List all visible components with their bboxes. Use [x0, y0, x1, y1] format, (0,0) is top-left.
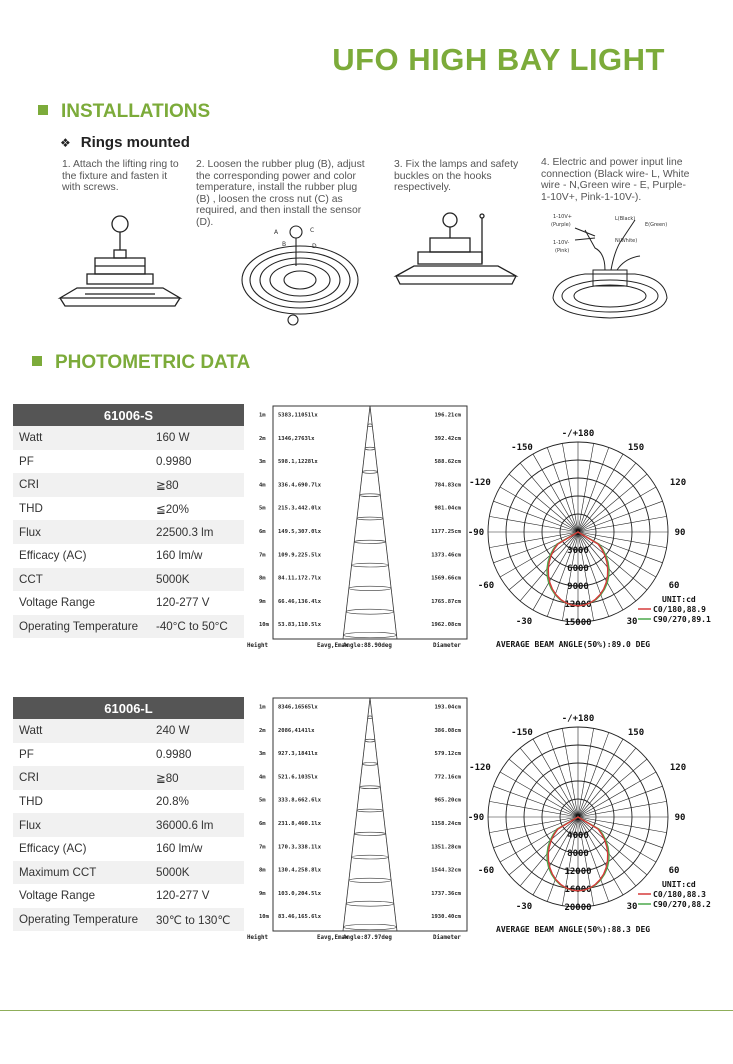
polar-legend-c0: C0/180,88.3	[653, 890, 706, 899]
cone-lux-label: 170.3,338.1lx	[278, 844, 322, 851]
cone-ring	[349, 586, 391, 590]
wire-label-pink-v: 1-10V-	[553, 240, 570, 246]
spec-row	[13, 426, 244, 450]
spec-row	[13, 743, 244, 767]
cone-lux-label: 53.83,110.5lx	[278, 622, 322, 629]
spec-value: 5000K	[150, 861, 244, 885]
install-step-3: 3. Fix the lamps and safety buckles on the hooks respectively.	[394, 159, 519, 194]
cone-height-label: 8m	[259, 575, 266, 582]
cone-diameter-label: 392.42cm	[434, 435, 461, 442]
spec-value: 120-277 V	[156, 889, 210, 903]
cone-height-label: 1m	[259, 412, 266, 419]
wire-label-white: N(White)	[615, 238, 638, 244]
polar-beam-angle: AVERAGE BEAM ANGLE(50%):89.0 DEG	[496, 640, 651, 649]
cone-diameter-label: 196.21cm	[434, 412, 461, 419]
cone-footer-height: Height	[247, 935, 268, 941]
cone-ring	[368, 424, 372, 427]
spec-label: Watt	[13, 719, 150, 743]
spec-value: 30℃ to 130℃	[150, 908, 244, 932]
polar-radial-label: 16000	[564, 885, 592, 895]
cone-edge-left	[343, 698, 370, 931]
cone-lux-label: 109.9,225.5lx	[278, 552, 322, 559]
cone-height-label: 5m	[259, 797, 266, 804]
cone-diameter-label: 1351.28cm	[431, 844, 461, 851]
polar-angle-label: 90	[674, 813, 686, 823]
cone-ring	[352, 855, 389, 859]
polar-angle-label: -60	[477, 866, 495, 876]
cone-height-label: 4m	[259, 482, 266, 489]
cone-height-label: 10m	[259, 622, 269, 629]
cone-diameter-label: 1158.24cm	[431, 820, 461, 827]
cone-diameter-label: 193.04cm	[434, 704, 461, 711]
spec-row	[13, 473, 244, 497]
cone-ring	[362, 471, 377, 474]
spec-value: 160 lm/w	[156, 842, 203, 856]
cone-height-label: 7m	[259, 552, 266, 559]
cone-ring	[354, 540, 385, 543]
polar-angle-label: 90	[674, 528, 686, 538]
cone-lux-label: 149.5,307.0lx	[278, 528, 322, 535]
polar-diagram-61006-l	[467, 708, 720, 938]
cone-diameter-label: 772.16cm	[434, 774, 461, 781]
polar-angle-label: -90	[467, 528, 485, 538]
spec-row	[13, 837, 244, 861]
cone-ring	[365, 739, 375, 742]
polar-radial-label: 0	[575, 813, 581, 823]
polar-legend-c0: C0/180,88.9	[653, 605, 706, 614]
spec-label: Voltage Range	[19, 596, 96, 610]
cone-height-label: 4m	[259, 774, 266, 781]
diamond-bullet-icon: ❖	[60, 136, 71, 150]
spec-value: 20.8%	[156, 795, 189, 809]
installations-heading	[38, 101, 210, 123]
spec-label: Maximum CCT	[13, 861, 150, 885]
cone-diameter-label: 965.20cm	[434, 797, 461, 804]
part-label-b: B	[282, 241, 287, 248]
cone-lux-label: 1346,2763lx	[278, 435, 315, 442]
polar-radial-label: 12000	[564, 867, 592, 877]
polar-radial-label: 8000	[567, 849, 589, 859]
cone-footer-diameter: Diameter	[433, 643, 461, 649]
spec-value: 0.9980	[156, 454, 192, 468]
cone-ring	[354, 832, 385, 835]
polar-radial-label: 0	[575, 528, 581, 538]
lifting-ring-illustration	[55, 210, 185, 320]
cone-height-label: 5m	[259, 505, 266, 512]
cone-diameter-label: 784.83cm	[434, 482, 461, 489]
spec-value: 22500.3 lm	[150, 520, 244, 544]
cone-ring	[360, 786, 381, 789]
polar-angle-top: -/+180	[561, 429, 595, 439]
cone-lux-label: 66.46,136.4lx	[278, 598, 322, 605]
spec-label: THD	[19, 795, 43, 809]
cone-lux-label: 333.8,662.6lx	[278, 797, 322, 804]
cone-edge-left	[343, 406, 370, 639]
polar-angle-label: -30	[515, 902, 533, 912]
cone-height-label: 3m	[259, 751, 266, 758]
polar-angle-label: 30	[626, 617, 638, 627]
cone-footer-angle: Angle:88.90deg	[343, 643, 392, 649]
spec-table-61006-l	[13, 697, 244, 931]
polar-angle-label: 60	[668, 581, 680, 591]
wire-label-black: L(Black)	[615, 216, 636, 222]
wire-label-pink: (Pink)	[555, 248, 570, 254]
cone-ring	[346, 901, 394, 906]
wire-label-purple: (Purple)	[551, 222, 571, 228]
cone-edge-right	[370, 698, 397, 931]
cone-ring	[346, 609, 394, 614]
polar-diagram-61006-s	[467, 423, 720, 653]
polar-unit: UNIT:cd	[662, 880, 696, 889]
cone-diameter-label: 386.08cm	[434, 727, 461, 734]
cone-diameter-label: 1765.87cm	[431, 598, 461, 605]
square-bullet-icon	[32, 356, 42, 366]
spec-value: ≧80	[150, 766, 244, 790]
cone-height-label: 1m	[259, 704, 266, 711]
cone-height-label: 6m	[259, 820, 266, 827]
polar-angle-label: -150	[511, 443, 533, 453]
cone-ring	[349, 878, 391, 882]
cone-lux-label: 231.8,460.1lx	[278, 820, 322, 827]
cone-diameter-label: 1962.08cm	[431, 622, 461, 629]
spec-table-model: 61006-S	[13, 404, 244, 426]
cone-lux-label: 8346,16565lx	[278, 704, 318, 711]
wiring-illustration	[545, 208, 675, 326]
spec-label: Watt	[13, 426, 150, 450]
cone-footer-lux: Eavg,Emax	[317, 935, 349, 941]
polar-radial-label: 12000	[564, 600, 592, 610]
spec-row	[13, 813, 244, 837]
polar-angle-label: -120	[469, 478, 491, 488]
cone-height-label: 8m	[259, 867, 266, 874]
spec-row	[13, 497, 244, 521]
spec-row	[13, 861, 244, 885]
polar-angle-label: -30	[515, 617, 533, 627]
spec-label: CCT	[13, 568, 150, 592]
polar-radial-label: 15000	[564, 618, 592, 628]
cone-lux-label: 521.6,1035lx	[278, 774, 318, 781]
polar-angle-label: -150	[511, 728, 533, 738]
spec-row	[13, 568, 244, 592]
install-step-2: 2. Loosen the rubber plug (B), adjust the corresponding power and color temperature, install the rubber plug (B) , loosen the cross nut (C) as required, and then install the sensor (D).	[196, 159, 365, 228]
photometric-heading-text: PHOTOMETRIC DATA	[55, 352, 251, 373]
cone-height-label: 7m	[259, 844, 266, 851]
cone-lux-label: 215.3,442.0lx	[278, 505, 322, 512]
spec-label: Flux	[13, 813, 150, 837]
spec-value: -40°C to 50°C	[150, 615, 244, 639]
spec-row	[13, 615, 244, 639]
cone-lux-label: 927.3,1841lx	[278, 751, 318, 758]
spec-value: 36000.6 lm	[150, 813, 244, 837]
cone-height-label: 10m	[259, 914, 269, 921]
spec-label: Voltage Range	[19, 889, 96, 903]
spec-row	[13, 884, 244, 908]
illuminance-cone-61006-s	[245, 405, 470, 651]
cone-height-label: 9m	[259, 598, 266, 605]
photometric-heading	[32, 352, 250, 374]
cone-ring	[357, 517, 383, 520]
cone-diameter-label: 981.04cm	[434, 505, 461, 512]
polar-beam-angle: AVERAGE BEAM ANGLE(50%):88.3 DEG	[496, 925, 651, 934]
spec-row	[13, 450, 244, 474]
cone-ring	[368, 716, 372, 719]
footer-divider	[0, 1010, 733, 1011]
wire-label-green: E(Green)	[645, 222, 668, 228]
polar-angle-label: -90	[467, 813, 485, 823]
installations-heading-text: INSTALLATIONS	[61, 101, 211, 122]
cone-lux-label: 84.11,172.7lx	[278, 575, 322, 582]
hook-mount-illustration	[392, 208, 522, 298]
spec-label: Flux	[13, 520, 150, 544]
cone-ring	[365, 447, 375, 450]
polar-radial-label: 3000	[567, 546, 589, 556]
polar-angle-label: 150	[627, 443, 645, 453]
cone-ring	[357, 809, 383, 812]
cone-diameter-label: 1930.40cm	[431, 914, 461, 921]
square-bullet-icon	[38, 105, 48, 115]
spec-value: ≧80	[150, 473, 244, 497]
cone-lux-label: 83.46,165.6lx	[278, 914, 322, 921]
spec-value: 160 lm/w	[156, 549, 203, 563]
polar-angle-label: 60	[668, 866, 680, 876]
polar-angle-top: -/+180	[561, 714, 595, 724]
cone-lux-label: 598.1,1228lx	[278, 459, 318, 466]
polar-radial-label: 4000	[567, 831, 589, 841]
polar-legend-c90: C90/270,88.2	[653, 900, 711, 909]
spec-label: CRI	[13, 473, 150, 497]
rings-mounted-text: Rings mounted	[80, 134, 190, 151]
spec-table-61006-s	[13, 404, 244, 638]
cone-lux-label: 130.4,258.8lx	[278, 867, 322, 874]
polar-angle-label: -120	[469, 763, 491, 773]
cone-diameter-label: 588.62cm	[434, 459, 461, 466]
cone-diameter-label: 1569.66cm	[431, 575, 461, 582]
spec-label: CRI	[13, 766, 150, 790]
spec-row	[13, 908, 244, 932]
cone-diameter-label: 1177.25cm	[431, 528, 461, 535]
spec-row	[13, 719, 244, 743]
cone-height-label: 9m	[259, 890, 266, 897]
polar-unit: UNIT:cd	[662, 595, 696, 604]
spec-value: ≦20%	[156, 502, 189, 516]
polar-radial-label: 6000	[567, 564, 589, 574]
cone-diameter-label: 1373.46cm	[431, 552, 461, 559]
cone-lux-label: 5383,11051lx	[278, 412, 318, 419]
cone-footer-lux: Eavg,Emax	[317, 643, 349, 649]
part-label-d: D	[312, 243, 317, 250]
spec-label: PF	[19, 454, 34, 468]
part-label-c: C	[310, 227, 315, 234]
cone-diameter-label: 1544.32cm	[431, 867, 461, 874]
rubber-plug-illustration	[238, 218, 366, 328]
cone-height-label: 3m	[259, 459, 266, 466]
spec-row	[13, 766, 244, 790]
cone-height-label: 2m	[259, 435, 266, 442]
polar-radial-label: 9000	[567, 582, 589, 592]
rings-mounted-subheading	[60, 134, 190, 151]
cone-ring	[343, 632, 396, 638]
cone-footer-diameter: Diameter	[433, 935, 461, 941]
spec-value: 120-277 V	[156, 596, 210, 610]
polar-radial-label: 20000	[564, 903, 592, 913]
spec-label: THD	[19, 502, 43, 516]
wire-label-purple-v: 1-10V+	[553, 214, 572, 220]
cone-ring	[343, 924, 396, 930]
spec-value: 160 W	[150, 426, 244, 450]
polar-angle-label: -60	[477, 581, 495, 591]
cone-diameter-label: 579.12cm	[434, 751, 461, 758]
cone-footer-angle: Angle:87.97deg	[343, 935, 392, 941]
part-label-a: A	[274, 229, 279, 236]
spec-label: Efficacy (AC)	[19, 549, 87, 563]
polar-angle-label: 150	[627, 728, 645, 738]
spec-row	[13, 520, 244, 544]
cone-lux-label: 103.0,204.5lx	[278, 890, 322, 897]
cone-height-label: 2m	[259, 727, 266, 734]
polar-angle-label: 120	[669, 763, 687, 773]
cone-lux-label: 336.4,690.7lx	[278, 482, 322, 489]
spec-table-model: 61006-L	[13, 697, 244, 719]
install-step-4: 4. Electric and power input line connection (Black wire- L, White wire - N,Green wire - E, Purple-1-10V+, Pink-1-10V-).	[541, 157, 690, 203]
spec-label: Operating Temperature	[13, 615, 150, 639]
polar-legend-c90: C90/270,89.1	[653, 615, 711, 624]
cone-ring	[360, 494, 381, 497]
spec-row	[13, 591, 244, 615]
install-step-1: 1. Attach the lifting ring to the fixture and fasten it with screws.	[62, 159, 179, 194]
illuminance-cone-61006-l	[245, 697, 470, 943]
spec-label: PF	[19, 747, 34, 761]
spec-label: Efficacy (AC)	[19, 842, 87, 856]
spec-value: 5000K	[150, 568, 244, 592]
cone-footer-height: Height	[247, 643, 268, 649]
page-title: UFO HIGH BAY LIGHT	[332, 42, 665, 77]
spec-value: 0.9980	[156, 747, 192, 761]
cone-height-label: 6m	[259, 528, 266, 535]
spec-value: 240 W	[150, 719, 244, 743]
polar-angle-label: 120	[669, 478, 687, 488]
spec-row	[13, 544, 244, 568]
spec-label: Operating Temperature	[13, 908, 150, 932]
polar-angle-label: 30	[626, 902, 638, 912]
cone-ring	[352, 563, 389, 567]
cone-lux-label: 2086,4141lx	[278, 727, 315, 734]
cone-diameter-label: 1737.36cm	[431, 890, 461, 897]
cone-edge-right	[370, 406, 397, 639]
cone-ring	[362, 763, 377, 766]
spec-row	[13, 790, 244, 814]
